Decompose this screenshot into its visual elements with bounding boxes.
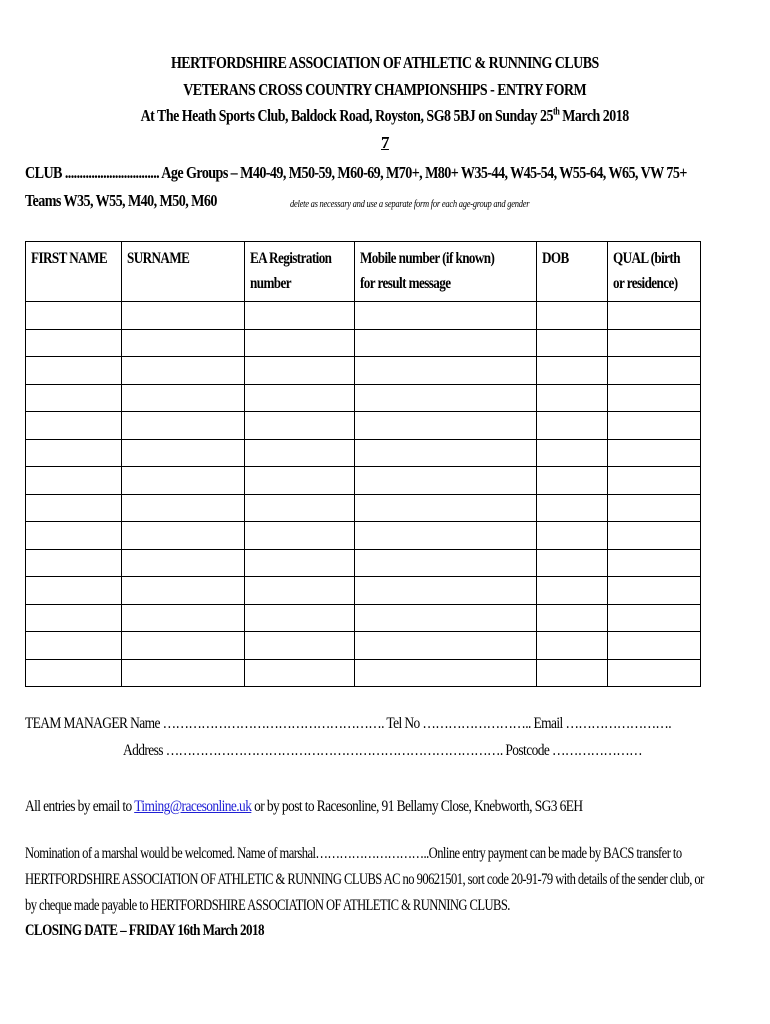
entry-cell[interactable] (608, 412, 701, 440)
entry-cell[interactable] (26, 522, 122, 550)
entry-cell[interactable] (608, 494, 701, 522)
column-header: EA Registration number (245, 242, 355, 302)
entry-cell[interactable] (122, 329, 245, 357)
table-row (26, 302, 701, 330)
entry-cell[interactable] (122, 467, 245, 495)
entry-cell[interactable] (122, 384, 245, 412)
entry-cell[interactable] (26, 659, 122, 687)
entry-cell[interactable] (26, 549, 122, 577)
column-header: SURNAME (122, 242, 245, 302)
entry-cell[interactable] (355, 577, 537, 605)
entry-cell[interactable] (245, 659, 355, 687)
entry-cell[interactable] (355, 357, 537, 385)
entry-cell[interactable] (26, 467, 122, 495)
entry-cell[interactable] (245, 522, 355, 550)
column-header: QUAL (birth or residence) (608, 242, 701, 302)
entry-cell[interactable] (608, 549, 701, 577)
column-header: DOB (537, 242, 608, 302)
nomination-line-2: HERTFORDSHIRE ASSOCIATION OF ATHLETIC & RUNNING CLUBS AC no 90621501, sort code 20-91-79 with details of the sender club, or (25, 871, 704, 888)
table-row (26, 604, 701, 632)
entry-cell[interactable] (245, 412, 355, 440)
entry-cell[interactable] (355, 632, 537, 660)
entry-cell[interactable] (355, 384, 537, 412)
entry-cell[interactable] (245, 494, 355, 522)
entry-cell[interactable] (26, 302, 122, 330)
nomination-line-3: by cheque made payable to HERTFORDSHIRE ASSOCIATION OF ATHLETIC & RUNNING CLUBS. (25, 897, 510, 914)
entry-cell[interactable] (122, 549, 245, 577)
entry-cell[interactable] (26, 604, 122, 632)
entry-cell[interactable] (122, 604, 245, 632)
entry-cell[interactable] (26, 412, 122, 440)
entry-cell[interactable] (245, 384, 355, 412)
entry-cell[interactable] (608, 357, 701, 385)
entry-cell[interactable] (537, 549, 608, 577)
table-row (26, 549, 701, 577)
entry-cell[interactable] (245, 357, 355, 385)
table-row (26, 412, 701, 440)
table-row (26, 632, 701, 660)
age-groups: Age Groups – M40-49, M50-59, M60-69, M70+, M80+ W35-44, W45-54, W55-64, W65, VW 75+ (161, 163, 687, 182)
entry-cell[interactable] (122, 522, 245, 550)
entry-cell[interactable] (537, 467, 608, 495)
email-link[interactable]: Timing@racesonline.uk (134, 798, 252, 815)
entry-cell[interactable] (608, 577, 701, 605)
entry-cell[interactable] (355, 522, 537, 550)
entry-cell[interactable] (537, 412, 608, 440)
entry-cell[interactable] (537, 302, 608, 330)
entry-cell[interactable] (537, 522, 608, 550)
entry-cell[interactable] (355, 412, 537, 440)
table-row (26, 494, 701, 522)
table-row (26, 439, 701, 467)
entry-cell[interactable] (245, 604, 355, 632)
entry-cell[interactable] (537, 329, 608, 357)
table-body (26, 302, 701, 687)
club-label: CLUB ................................ (25, 163, 162, 182)
nomination-line-1: Nomination of a marshal would be welcomed. Name of marshal………………………..Online entry payment can be made by BACS transfer to (25, 845, 682, 862)
entry-cell[interactable] (122, 439, 245, 467)
table-row (26, 357, 701, 385)
entry-cell[interactable] (355, 659, 537, 687)
entry-cell[interactable] (608, 384, 701, 412)
entry-cell[interactable] (245, 329, 355, 357)
entry-cell[interactable] (537, 439, 608, 467)
entry-cell[interactable] (537, 494, 608, 522)
entry-cell[interactable] (355, 604, 537, 632)
entry-cell[interactable] (608, 302, 701, 330)
table-row (26, 384, 701, 412)
entry-cell[interactable] (537, 577, 608, 605)
entry-cell[interactable] (537, 357, 608, 385)
entry-cell[interactable] (26, 357, 122, 385)
column-header: FIRST NAME (26, 242, 122, 302)
club-age-groups-line (25, 163, 770, 183)
table-row (26, 467, 701, 495)
entry-cell[interactable] (608, 632, 701, 660)
entry-cell[interactable] (245, 577, 355, 605)
teams-line: Teams W35, W55, M40, M50, M60 (25, 191, 217, 210)
entry-cell[interactable] (122, 632, 245, 660)
header-number-line: 7 (381, 133, 389, 152)
entry-cell[interactable] (608, 467, 701, 495)
entry-cell[interactable] (26, 632, 122, 660)
entry-cell[interactable] (355, 549, 537, 577)
entry-cell[interactable] (355, 329, 537, 357)
entry-cell[interactable] (608, 329, 701, 357)
table-row (26, 659, 701, 687)
entry-cell[interactable] (26, 577, 122, 605)
entry-cell[interactable] (537, 384, 608, 412)
entry-cell[interactable] (355, 439, 537, 467)
table-header-row (26, 242, 701, 302)
entry-cell[interactable] (537, 632, 608, 660)
entry-cell[interactable] (537, 659, 608, 687)
entry-cell[interactable] (26, 439, 122, 467)
entry-cell[interactable] (537, 604, 608, 632)
entry-cell[interactable] (245, 549, 355, 577)
header-title-line-1: HERTFORDSHIRE ASSOCIATION OF ATHLETIC & RUNNING CLUBS (171, 53, 599, 72)
entry-cell[interactable] (245, 302, 355, 330)
column-header: Mobile number (if known) for result message (355, 242, 537, 302)
teams-note: delete as necessary and use a separate form for each age-group and gender (290, 199, 530, 210)
entry-cell[interactable] (122, 659, 245, 687)
entry-cell[interactable] (122, 577, 245, 605)
entry-cell[interactable] (608, 604, 701, 632)
entry-cell[interactable] (355, 494, 537, 522)
entry-cell[interactable] (245, 439, 355, 467)
header-title-line-2: VETERANS CROSS COUNTRY CHAMPIONSHIPS - ENTRY FORM (183, 80, 587, 99)
table-row (26, 329, 701, 357)
entry-cell[interactable] (26, 494, 122, 522)
entry-cell[interactable] (245, 632, 355, 660)
address-line: Address ……………………………………………………………………. Postcode ………………… (123, 742, 642, 759)
entry-cell[interactable] (608, 439, 701, 467)
entry-cell[interactable] (122, 357, 245, 385)
entries-line: All entries by email to Timing@racesonline.uk or by post to Racesonline, 91 Bellamy Close, Knebworth, SG3 6EH (25, 798, 583, 815)
table-row (26, 522, 701, 550)
entry-cell[interactable] (122, 494, 245, 522)
entry-cell[interactable] (122, 302, 245, 330)
entry-cell[interactable] (26, 329, 122, 357)
entry-cell[interactable] (245, 467, 355, 495)
entry-cell[interactable] (26, 384, 122, 412)
team-manager-line: TEAM MANAGER Name ……………………………………………. Tel No …………………….. Email ……………………. (25, 715, 672, 732)
entry-cell[interactable] (608, 659, 701, 687)
entry-cell[interactable] (355, 467, 537, 495)
entry-cell[interactable] (608, 522, 701, 550)
table-row (26, 577, 701, 605)
closing-date: CLOSING DATE – FRIDAY 16th March 2018 (25, 922, 265, 939)
entry-cell[interactable] (122, 412, 245, 440)
entry-cell[interactable] (355, 302, 537, 330)
header-venue-line: At The Heath Sports Club, Baldock Road, Royston, SG8 5BJ on Sunday 25th March 2018 (140, 106, 630, 125)
entry-table (25, 241, 701, 687)
